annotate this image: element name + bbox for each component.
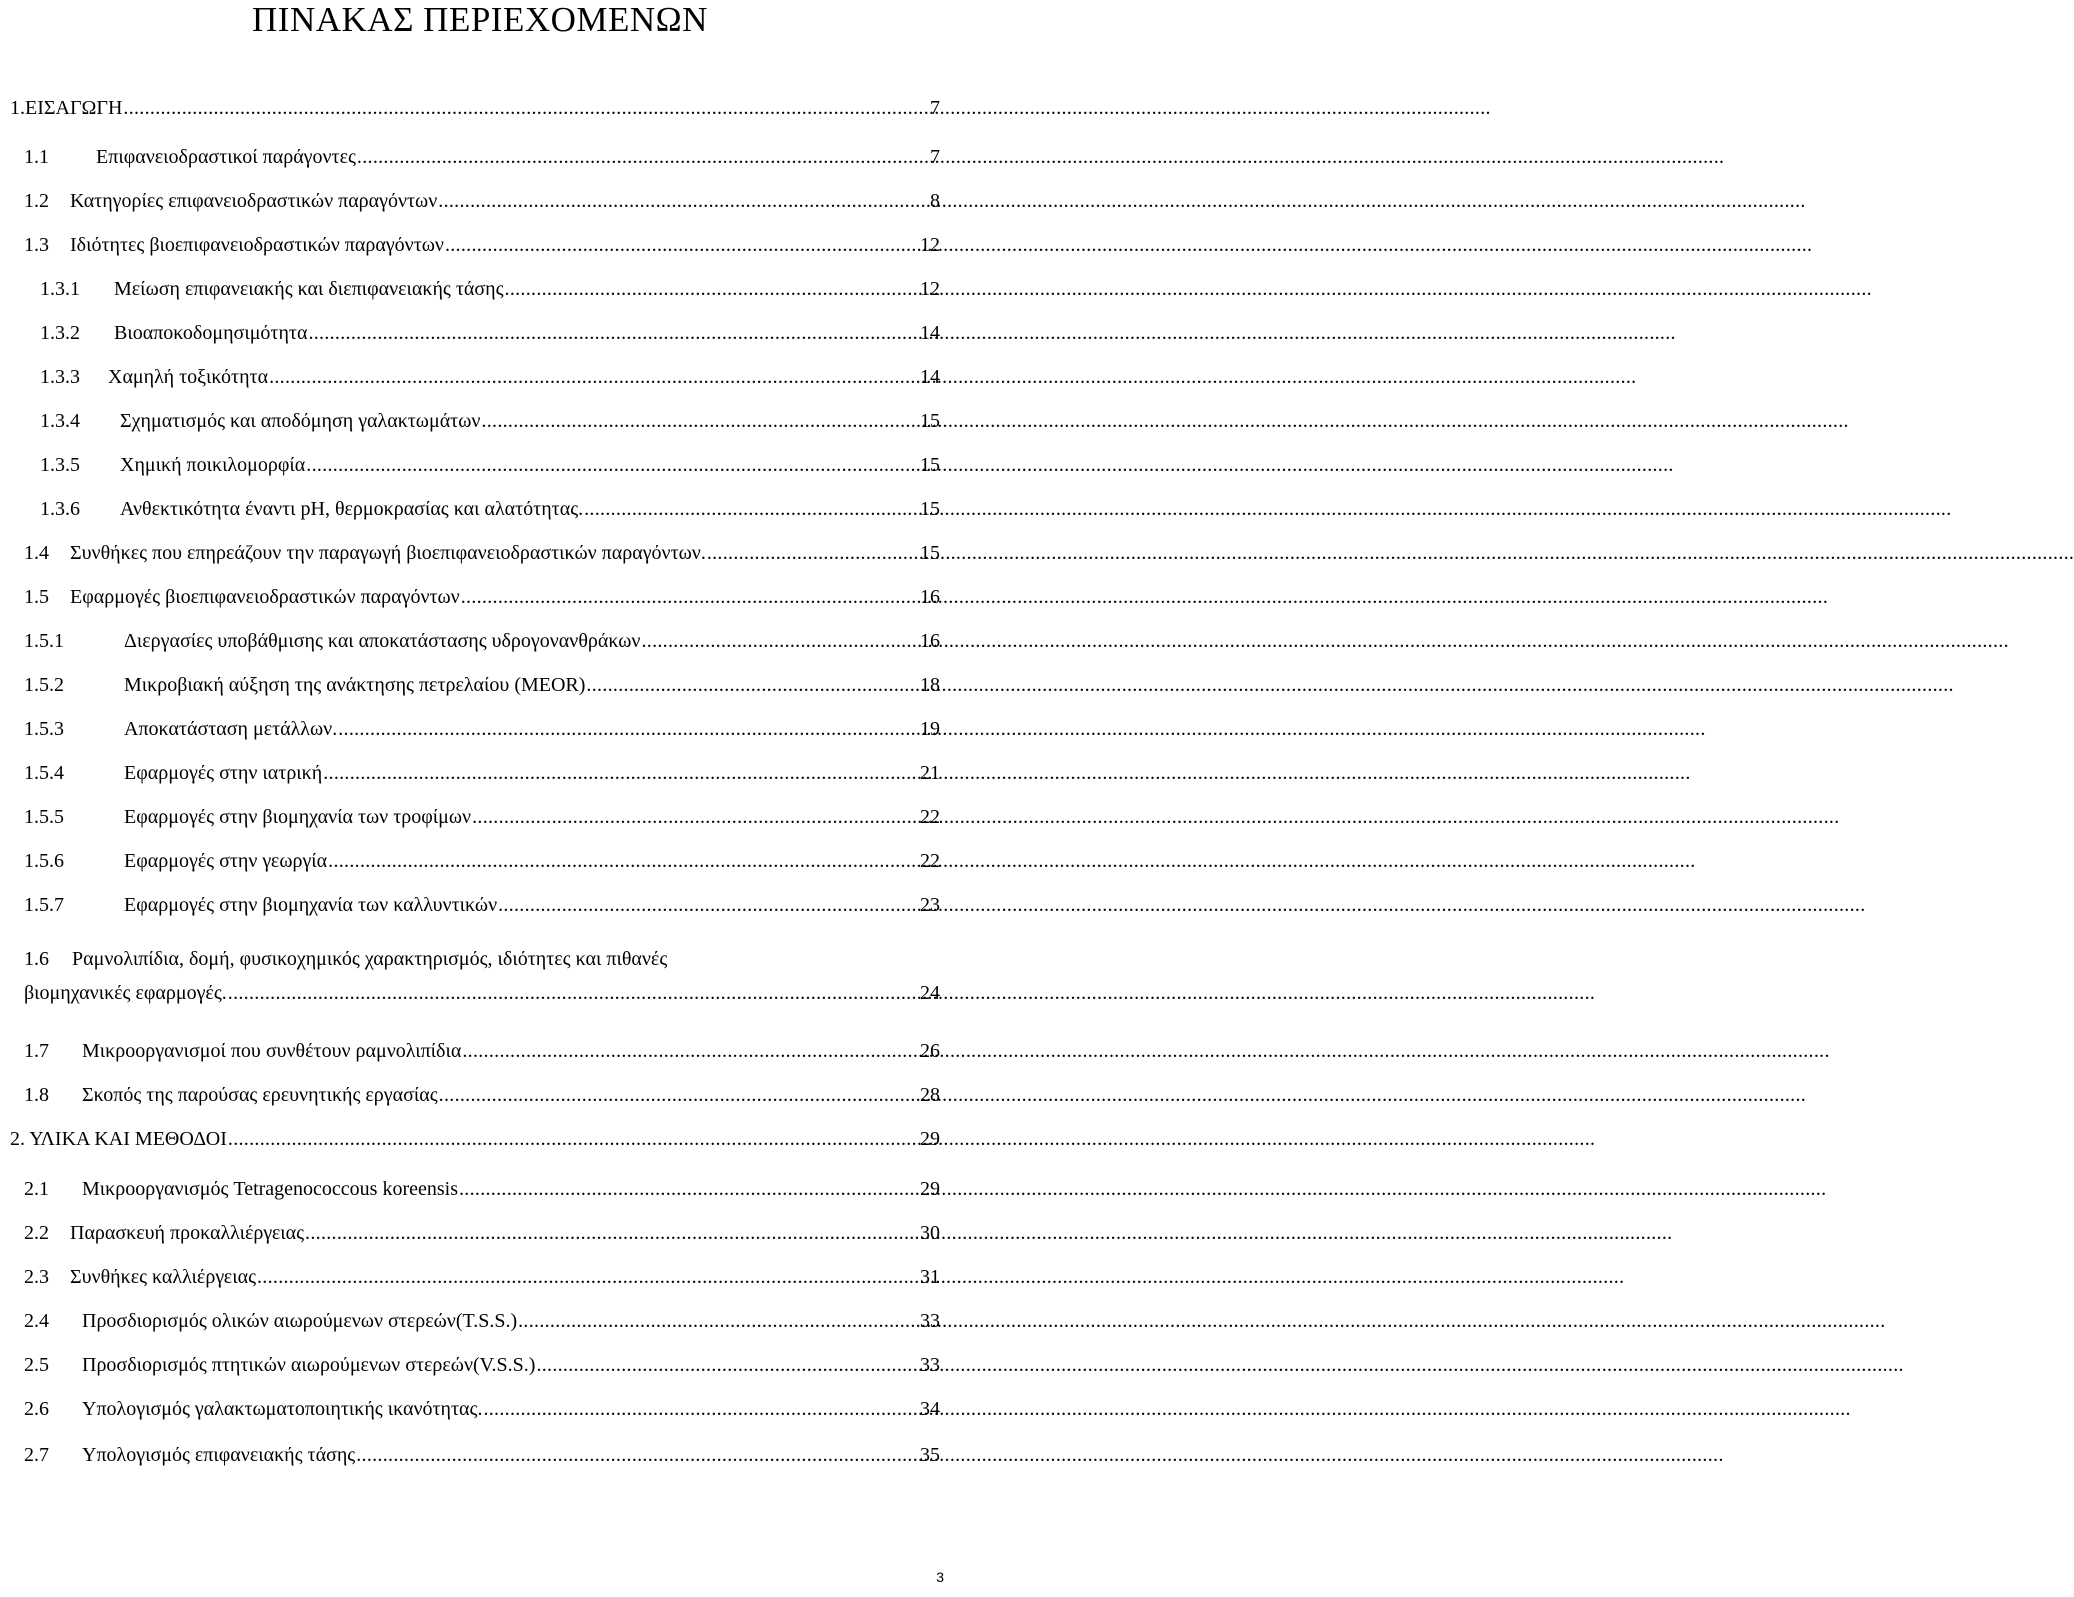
- toc-entry-page: 14: [920, 322, 940, 344]
- toc-entry-title: Εφαρμογές στην βιομηχανία των καλλυντικών: [124, 894, 498, 916]
- toc-entry[interactable]: [24, 714, 940, 744]
- toc-entry[interactable]: [24, 186, 940, 216]
- toc-entry-title: Μικροοργανισμός Tetragenococcous koreensis: [82, 1178, 458, 1200]
- toc-entry-page: 33: [920, 1354, 940, 1376]
- toc-entry-title: Χαμηλή τοξικότητα: [108, 366, 269, 388]
- toc-entry[interactable]: [24, 1440, 940, 1470]
- toc-entry[interactable]: [24, 1036, 940, 1066]
- toc-entry[interactable]: [24, 538, 940, 568]
- toc-entry-number: 1.3.1: [40, 278, 80, 300]
- toc-entry-continuation: [24, 978, 940, 1008]
- toc-entry-number: 1.1: [24, 146, 49, 168]
- toc-entry[interactable]: [24, 670, 940, 700]
- toc-leader-dots: [518, 1306, 919, 1336]
- table-of-contents: [0, 0, 960, 1597]
- toc-entry[interactable]: [24, 582, 940, 612]
- toc-entry[interactable]: [40, 362, 940, 392]
- toc-leader-dots: [123, 93, 929, 123]
- toc-entry[interactable]: [24, 626, 940, 656]
- toc-entry-title: Βιοαποκοδομησιμότητα: [114, 322, 308, 344]
- toc-entry-page: 12: [920, 234, 940, 256]
- toc-entry-number: 1.5.4: [24, 762, 64, 784]
- toc-entry[interactable]: [40, 494, 940, 524]
- toc-entry-number: 1.3.3: [40, 366, 80, 388]
- toc-entry-number: 2.2: [24, 1222, 49, 1244]
- toc-entry-page: 21: [920, 762, 940, 784]
- toc-entry-title: Ανθεκτικότητα έναντι pH, θερμοκρασίας και αλατότητας.: [120, 498, 584, 520]
- toc-entry-page: 24: [920, 982, 940, 1004]
- toc-entry-number: 2.5: [24, 1354, 49, 1376]
- toc-entry-page: 14: [920, 366, 940, 388]
- toc-entry-page: 7: [930, 97, 940, 119]
- toc-leader-dots: [641, 626, 919, 656]
- toc-entry-title: Εφαρμογές στην γεωργία: [124, 850, 328, 872]
- toc-entry-number: 1.7: [24, 1040, 49, 1062]
- toc-entry-title: Υπολογισμός γαλακτωματοποιητικής ικανότητας.: [82, 1398, 483, 1420]
- page-title: ΠΙΝΑΚΑΣ ΠΕΡΙΕΧΟΜΕΝΩΝ: [252, 0, 708, 39]
- toc-leader-dots: [472, 802, 919, 832]
- toc-leader-dots: [536, 1350, 919, 1380]
- toc-entry-title: Συνθήκες καλλιέργειας: [70, 1266, 256, 1288]
- toc-entry-title: Προσδιορισμός ολικών αιωρούμενων στερεών(T.S.S.): [82, 1310, 518, 1332]
- toc-entry-number: 1.5.7: [24, 894, 64, 916]
- toc-leader-dots: [445, 230, 919, 260]
- toc-entry-title: Ιδιότητες βιοεπιφανειοδραστικών παραγόντων: [70, 234, 444, 256]
- toc-entry-number: 1.3.4: [40, 410, 80, 432]
- toc-entry-title: Επιφανειοδραστικοί παράγοντες: [96, 146, 356, 168]
- toc-entry-page: 34: [920, 1398, 940, 1420]
- toc-entry[interactable]: [10, 93, 940, 123]
- toc-entry-page: 16: [920, 586, 940, 608]
- toc-entry-number: 1.5.2: [24, 674, 64, 696]
- toc-entry[interactable]: [24, 1218, 940, 1248]
- toc-leader-dots: [505, 274, 919, 304]
- toc-entry-page: 15: [920, 410, 940, 432]
- toc-leader-dots: [461, 582, 919, 612]
- toc-entry[interactable]: [24, 944, 940, 974]
- toc-leader-dots: [483, 1394, 919, 1424]
- toc-entry-number: 1.5.3: [24, 718, 64, 740]
- toc-leader-dots: [257, 1262, 919, 1292]
- toc-entry[interactable]: [40, 450, 940, 480]
- toc-entry-number: 1.3.5: [40, 454, 80, 476]
- toc-entry[interactable]: [40, 406, 940, 436]
- toc-entry[interactable]: [24, 1262, 940, 1292]
- toc-entry-title: βιομηχανικές εφαρμογές.: [24, 982, 227, 1004]
- toc-entry[interactable]: [24, 1080, 940, 1110]
- toc-entry[interactable]: [24, 1350, 940, 1380]
- toc-entry-number: 1.5: [24, 586, 49, 608]
- toc-entry-page: 8: [930, 190, 940, 212]
- toc-entry[interactable]: [24, 1394, 940, 1424]
- toc-entry-number: 1.2: [24, 190, 49, 212]
- toc-entry-page: 30: [920, 1222, 940, 1244]
- toc-entry-page: 23: [920, 894, 940, 916]
- toc-entry-title: Εφαρμογές στην ιατρική: [124, 762, 323, 784]
- toc-entry-page: 33: [920, 1310, 940, 1332]
- toc-leader-dots: [356, 1440, 919, 1470]
- toc-entry-page: 15: [920, 498, 940, 520]
- toc-entry-title: Ραμνολιπίδια, δομή, φυσικοχημικός χαρακτηρισμός, ιδιότητες και πιθανές: [72, 948, 668, 970]
- toc-entry-number: 2.3: [24, 1266, 49, 1288]
- toc-entry-number: 1.3.2: [40, 322, 80, 344]
- toc-entry[interactable]: [24, 1174, 940, 1204]
- toc-entry-title: Παρασκευή προκαλλιέργειας: [70, 1222, 305, 1244]
- toc-entry-page: 35: [920, 1444, 940, 1466]
- toc-entry-page: 22: [920, 806, 940, 828]
- toc-entry-number: 2.1: [24, 1178, 49, 1200]
- toc-entry-title: Υπολογισμός επιφανειακής τάσης: [82, 1444, 356, 1466]
- toc-leader-dots: [584, 494, 919, 524]
- toc-entry-number: 1.5.6: [24, 850, 64, 872]
- toc-entry-page: 12: [920, 278, 940, 300]
- toc-entry[interactable]: [24, 230, 940, 260]
- toc-entry-title: Διεργασίες υποβάθμισης και αποκατάστασης υδρογονανθράκων: [124, 630, 641, 652]
- toc-leader-dots: [438, 186, 929, 216]
- toc-entry-title: Αποκατάσταση μετάλλων.: [124, 718, 338, 740]
- toc-entry-page: 18: [920, 674, 940, 696]
- toc-entry-page: 22: [920, 850, 940, 872]
- toc-entry-page: 15: [920, 542, 940, 564]
- toc-leader-dots: [707, 538, 919, 568]
- toc-leader-dots: [228, 1124, 919, 1154]
- toc-leader-dots: [357, 142, 929, 172]
- toc-entry-page: 19: [920, 718, 940, 740]
- toc-entry-title: Μικροβιακή αύξηση της ανάκτησης πετρελαίου (MEOR): [124, 674, 586, 696]
- toc-entry-number: 1.6: [24, 948, 49, 970]
- toc-entry[interactable]: [24, 1306, 940, 1336]
- toc-entry[interactable]: [40, 274, 940, 304]
- toc-entry-title: Σκοπός της παρούσας ερευνητικής εργασίας: [82, 1084, 438, 1106]
- toc-entry-number: 1.5.5: [24, 806, 64, 828]
- toc-leader-dots: [269, 362, 919, 392]
- toc-leader-dots: [328, 846, 919, 876]
- toc-entry-title: Κατηγορίες επιφανειοδραστικών παραγόντων: [70, 190, 438, 212]
- toc-leader-dots: [439, 1080, 919, 1110]
- toc-leader-dots: [481, 406, 919, 436]
- toc-entry-page: 26: [920, 1040, 940, 1062]
- toc-entry-number: 1.3.6: [40, 498, 80, 520]
- toc-entry-number: 2.7: [24, 1444, 49, 1466]
- toc-entry-title: Προσδιορισμός πτητικών αιωρούμενων στερεών(V.S.S.): [82, 1354, 536, 1376]
- toc-entry-number: 2.4: [24, 1310, 49, 1332]
- toc-entry-title: Εφαρμογές βιοεπιφανειοδραστικών παραγόντων: [70, 586, 460, 608]
- toc-leader-dots: [459, 1174, 919, 1204]
- toc-entry-page: 15: [920, 454, 940, 476]
- toc-entry-number: 1.8: [24, 1084, 49, 1106]
- page-number: 3: [936, 1569, 944, 1585]
- toc-leader-dots: [228, 978, 919, 1008]
- toc-entry-number: 2. ΥΛΙΚΑ ΚΑΙ ΜΕΘΟΔΟΙ: [10, 1128, 227, 1150]
- toc-entry-page: 7: [930, 146, 940, 168]
- toc-leader-dots: [586, 670, 919, 700]
- toc-leader-dots: [308, 318, 919, 348]
- toc-entry-page: 29: [920, 1128, 940, 1150]
- toc-entry-number: 2.6: [24, 1398, 49, 1420]
- toc-leader-dots: [498, 890, 919, 920]
- toc-entry[interactable]: [40, 318, 940, 348]
- toc-entry[interactable]: [24, 890, 940, 920]
- toc-entry[interactable]: [24, 758, 940, 788]
- toc-entry-page: 31: [920, 1266, 940, 1288]
- toc-entry-number: 1.4: [24, 542, 49, 564]
- toc-leader-dots: [462, 1036, 919, 1066]
- toc-entry-number: 1.3: [24, 234, 49, 256]
- toc-leader-dots: [323, 758, 919, 788]
- toc-leader-dots: [338, 714, 919, 744]
- toc-entry[interactable]: [24, 846, 940, 876]
- toc-entry[interactable]: [24, 802, 940, 832]
- toc-leader-dots: [305, 1218, 919, 1248]
- toc-entry-page: 28: [920, 1084, 940, 1106]
- toc-entry-page: 29: [920, 1178, 940, 1200]
- toc-entry-title: Μείωση επιφανειακής και διεπιφανειακής τάσης: [114, 278, 504, 300]
- toc-entry-number: 1.5.1: [24, 630, 64, 652]
- toc-entry-page: 16: [920, 630, 940, 652]
- toc-leader-dots: [306, 450, 919, 480]
- toc-entry[interactable]: [10, 1124, 940, 1154]
- toc-entry[interactable]: [24, 142, 940, 172]
- toc-entry-title: Χημική ποικιλομορφία: [120, 454, 306, 476]
- toc-entry-title: Μικροοργανισμοί που συνθέτουν ραμνολιπίδια: [82, 1040, 462, 1062]
- toc-entry-title: Εφαρμογές στην βιομηχανία των τροφίμων: [124, 806, 472, 828]
- toc-entry-title: Συνθήκες που επηρεάζουν την παραγωγή βιοεπιφανειοδραστικών παραγόντων.: [70, 542, 706, 564]
- toc-entry-number: 1.ΕΙΣΑΓΩΓΗ: [10, 97, 123, 119]
- toc-entry-title: Σχηματισμός και αποδόμηση γαλακτωμάτων: [120, 410, 481, 432]
